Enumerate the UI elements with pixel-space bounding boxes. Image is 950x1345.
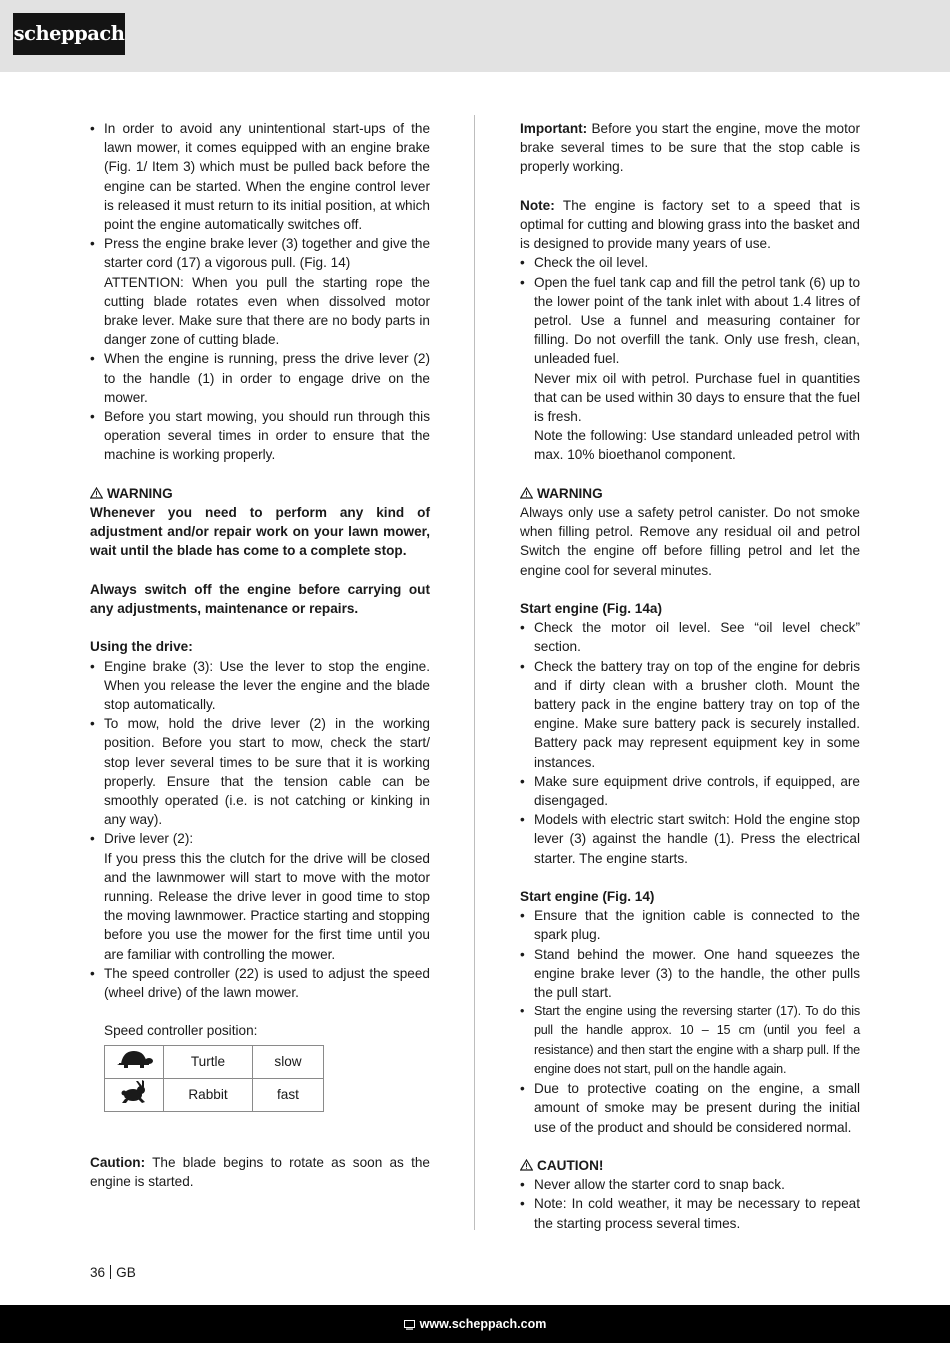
drive-heading: Using the drive: (90, 639, 193, 655)
always-switch-off-text: Always switch off the engine before carrying out any adjustments, maintenance or repairs. (90, 581, 430, 617)
warning-title: WARNING (107, 485, 173, 501)
important-label: Important: (520, 121, 588, 136)
fuel-list (520, 253, 860, 464)
table-cell-value: fast (253, 1078, 324, 1111)
list-item (520, 273, 860, 465)
list-item: • Engine brake (3): Use the lever to stop the engine. When you release the lever the engine and the blade stop automatically. (90, 657, 430, 715)
drive-list (90, 657, 430, 1003)
list-item-text: Open the fuel tank cap and fill the petrol tank (6) up to the lower point of the tank inlet with about 1.4 litres of petrol. Use a funnel and measuring container for filling. Do not overfill the tank. Only use fresh, clean, unleaded fuel. (534, 274, 860, 367)
warning-triangle-icon (520, 1159, 533, 1171)
list-item: • Before you start mowing, you should run through this operation several times in order to ensure that the machine is working properly. (90, 407, 430, 465)
caution-heading (520, 1156, 860, 1175)
list-item: • Start the engine using the reversing starter (17). To do this pull the handle approx. 10 – 15 cm (until you feel a resistance) and then start the engine with a sharp pull. If the engine does not start, pull on the handle again. (520, 1002, 860, 1079)
important-text: Before you start the engine, move the motor brake several times to be sure that the stop cable is properly working. (520, 121, 860, 175)
page-number (90, 1265, 136, 1280)
table-cell-icon (105, 1078, 164, 1111)
note-text: The engine is factory set to a speed that is optimal for cutting and blowing grass into the basket and is designed to provide many years of use. (520, 197, 860, 252)
page-number-value: 36 (90, 1265, 106, 1280)
page-header (0, 0, 950, 72)
list-item: • To mow, hold the drive lever (2) in the working position. Before you start to mow, check the start/ stop lever several times to be sure that it is working properly. Ensure that the tension cable can be smoothly operated (i.e. is not catching or kinking in any way). (90, 714, 430, 829)
warning-triangle-icon (90, 487, 103, 499)
note-paragraph (520, 196, 860, 254)
left-column (90, 119, 430, 1191)
page-footer (0, 1305, 950, 1343)
warning-heading (90, 484, 430, 503)
list-item: • Stand behind the mower. One hand squeezes the engine brake lever (3) to the handle, the other pulls the pull start. (520, 945, 860, 1003)
table-cell-name: Rabbit (164, 1078, 253, 1111)
list-item (90, 829, 430, 963)
warning-text: Whenever you need to perform any kind of adjustment and/or repair work on your lawn mower, wait until the blade has come to a complete stop. (90, 505, 430, 559)
list-item-text: Press the engine brake lever (3) together and give the starter cord (17) a vigorous pull. (Fig. 14) (104, 236, 430, 271)
list-item: • Check the oil level. (520, 253, 860, 272)
right-column (520, 119, 860, 1233)
speed-controller-label: Speed controller position: (104, 1023, 258, 1039)
list-item: • In order to avoid any unintentional start-ups of the lawn mower, it comes equipped with an engine brake (Fig. 1/ Item 3) which must be pulled back before the engine can be started. When the engine control lever is released it must return to its initial position, at which point the engine automatically switches off. (90, 119, 430, 234)
list-item-continuation: If you press this the clutch for the drive will be closed and the lawnmower will start to move with the motor running. Release the drive lever in good time to stop the moving lawnmower. Practice starting and stopping before you use the mower for the first time until you are familiar with controlling the mower. (104, 850, 430, 962)
monitor-icon (404, 1307, 415, 1345)
intro-list (90, 119, 430, 465)
page-language: GB (116, 1265, 136, 1280)
caution-list (520, 1175, 860, 1233)
table-cell-name: Turtle (164, 1045, 253, 1078)
list-item: • Never allow the starter cord to snap back. (520, 1175, 860, 1194)
list-item: • When the engine is running, press the drive lever (2) to the handle (1) in order to engage drive on the mower. (90, 349, 430, 407)
list-item: • Due to protective coating on the engine, a small amount of smoke may be present during the initial use of the product and should be considered normal. (520, 1079, 860, 1137)
list-item-continuation: Never mix oil with petrol. Purchase fuel in quantities that can be used within 30 days to ensure that the fuel is fresh. (534, 370, 860, 425)
table-row (105, 1045, 324, 1078)
scheppach-logo: scheppach (13, 13, 125, 55)
list-item: • Make sure equipment drive controls, if equipped, are disengaged. (520, 772, 860, 810)
start-engine-14-list (520, 906, 860, 1136)
warning-heading (520, 484, 860, 503)
table-row (105, 1078, 324, 1111)
warning-triangle-icon (520, 487, 533, 499)
list-item (90, 234, 430, 349)
warning-text: Always only use a safety petrol canister. Do not smoke when filling petrol. Remove any residual oil and petrol Switch the engine off before filling petrol and let the engine cool for several minutes. (520, 505, 860, 578)
note-label: Note: (520, 197, 555, 213)
speed-controller-table (104, 1045, 324, 1112)
turtle-icon (115, 1058, 153, 1073)
attention-note: ATTENTION: When you pull the starting rope the cutting blade rotates even when dissolved motor brake lever. Make sure that there are no body parts in danger zone of cutting blade. (104, 274, 430, 348)
list-item-continuation: Note the following: Use standard unleaded petrol with max. 10% bioethanol component. (534, 428, 860, 463)
warning-title: WARNING (537, 485, 603, 501)
list-item-text: Drive lever (2): (104, 831, 194, 847)
important-paragraph (520, 119, 860, 177)
footer-website-link[interactable]: www.scheppach.com (419, 1317, 547, 1331)
list-item: • Ensure that the ignition cable is connected to the spark plug. (520, 906, 860, 944)
list-item: • Check the motor oil level. See “oil level check” section. (520, 618, 860, 656)
start-engine-14a-heading: Start engine (Fig. 14a) (520, 601, 663, 617)
column-divider (474, 115, 475, 1230)
table-cell-value: slow (253, 1045, 324, 1078)
rabbit-icon (120, 1092, 148, 1107)
page-number-separator (110, 1265, 111, 1279)
table-cell-icon (105, 1045, 164, 1078)
caution-title: CAUTION! (537, 1157, 604, 1173)
start-engine-14a-list (520, 618, 860, 868)
list-item: • Note: In cold weather, it may be necessary to repeat the starting process several times. (520, 1194, 860, 1232)
caution-paragraph (90, 1153, 430, 1191)
caution-label: Caution: (90, 1155, 146, 1171)
list-item: • The speed controller (22) is used to adjust the speed (wheel drive) of the lawn mower. (90, 964, 430, 1002)
list-item: • Check the battery tray on top of the engine for debris and if dirty clean with a brusher cloth. Mount the battery pack in the engine battery tray on top of the engine. Make sure battery pack is securely installed. Battery pack may represent equipment key in some instances. (520, 657, 860, 772)
list-item: • Models with electric start switch: Hold the engine stop lever (3) against the handle (1). Press the electrical starter. The engine starts. (520, 810, 860, 868)
caution-text: The blade begins to rotate as soon as the engine is started. (90, 1155, 430, 1190)
start-engine-14-heading: Start engine (Fig. 14) (520, 889, 655, 905)
